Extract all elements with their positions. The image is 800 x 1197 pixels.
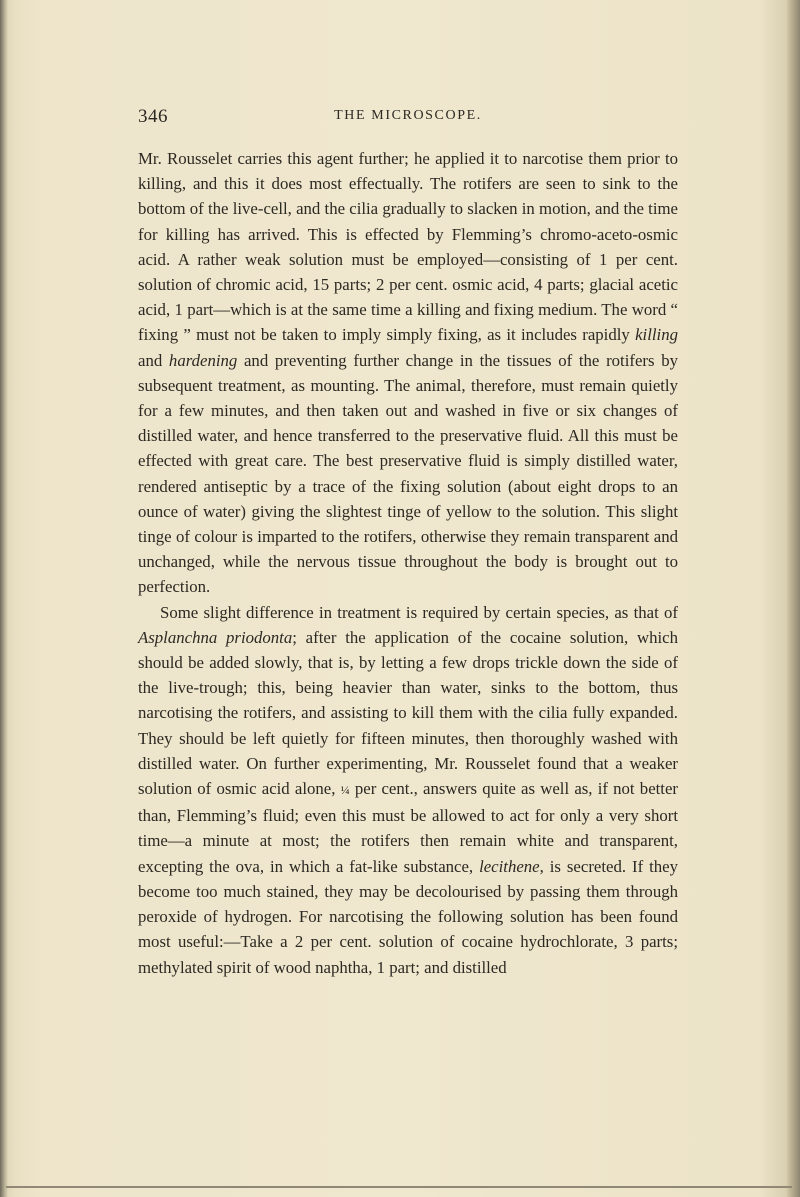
paragraph-p2 [138, 600, 678, 980]
paragraph-p1 [138, 146, 678, 600]
page-number: 346 [138, 106, 168, 127]
body-text [138, 146, 678, 980]
text-run: ; after the application of the cocaine solution, which should be added slowly, that is, by letting a few drops trickle down the side of the live-trough; this, being heavier than water, sinks to the bottom, thus narcotising the rotifers, and assisting to kill them with the cilia fully expanded. They should be left quietly for fifteen minutes, then thoroughly washed with distilled water. On further experimenting, Mr. Rousselet found that a weaker solution of osmic acid alone, [138, 627, 678, 799]
page-header [138, 106, 678, 132]
italic-term: Asplanchna priodonta [138, 627, 293, 647]
text-run: per cent., answers quite as well as, if not better than, Flemming’s fluid; even this must be allowed to act for only a very short time—a minute at most; the rotifers then remain white and transparent, excepting the ova, in which a fat-like substance, [138, 779, 678, 876]
fraction: ¼ [340, 783, 350, 798]
text-run: Mr. Rousselet carries this agent further; he applied it to narcotise them prior to killing, and this it does most effectually. The rotifers are seen to sink to the bottom of the live-cell, and the cilia gradually to slacken in motion, and the time for killing has arrived. This is effected by Flemming’s chromo-aceto-osmic acid. A rather weak solution must be employed—consisting of 1 per cent. solution of chromic acid, 15 parts; 2 per cent. osmic acid, 4 parts; glacial acetic acid, 1 part—which is at the same time a killing and fixing medium. The word “ fixing ” must not be taken to imply simply fixing, as it includes rapidly [138, 149, 678, 345]
italic-term: lecithene [479, 856, 540, 876]
text-run: and [138, 350, 169, 370]
page-right-edge [786, 0, 800, 1197]
italic-term: hardening [168, 350, 238, 370]
text-run: and preventing further change in the tissues of the rotifers by subsequent treatment, as mounting. The animal, therefore, must remain quietly for a few minutes, and then taken out and washed in five or six changes of distilled water, and hence transferred to the preservative fluid. All this must be effected with great care. The best preservative fluid is simply distilled water, rendered antiseptic by a trace of the fixing solution (about eight drops to an ounce of water) giving the slightest tinge of yellow to the solution. This slight tinge of colour is imparted to the rotifers, otherwise they remain transparent and unchanged, while the nervous tissue throughout the body is brought out to perfection. [138, 350, 678, 597]
text-run: Some slight difference in treatment is required by certain species, as that of [160, 602, 678, 622]
text-run: , is secreted. If they become too much stained, they may be decolourised by passing them through peroxide of hydrogen. For narcotising the following solution has been found most useful:—Take a 2 per cent. solution of cocaine hydrochlorate, 3 parts; methylated spirit of wood naphtha, 1 part; and distilled [138, 856, 678, 977]
italic-term: killing [635, 325, 678, 345]
page-bottom-edge [6, 1186, 792, 1188]
running-head: THE MICROSCOPE. [334, 108, 482, 123]
page-left-edge [0, 0, 8, 1197]
